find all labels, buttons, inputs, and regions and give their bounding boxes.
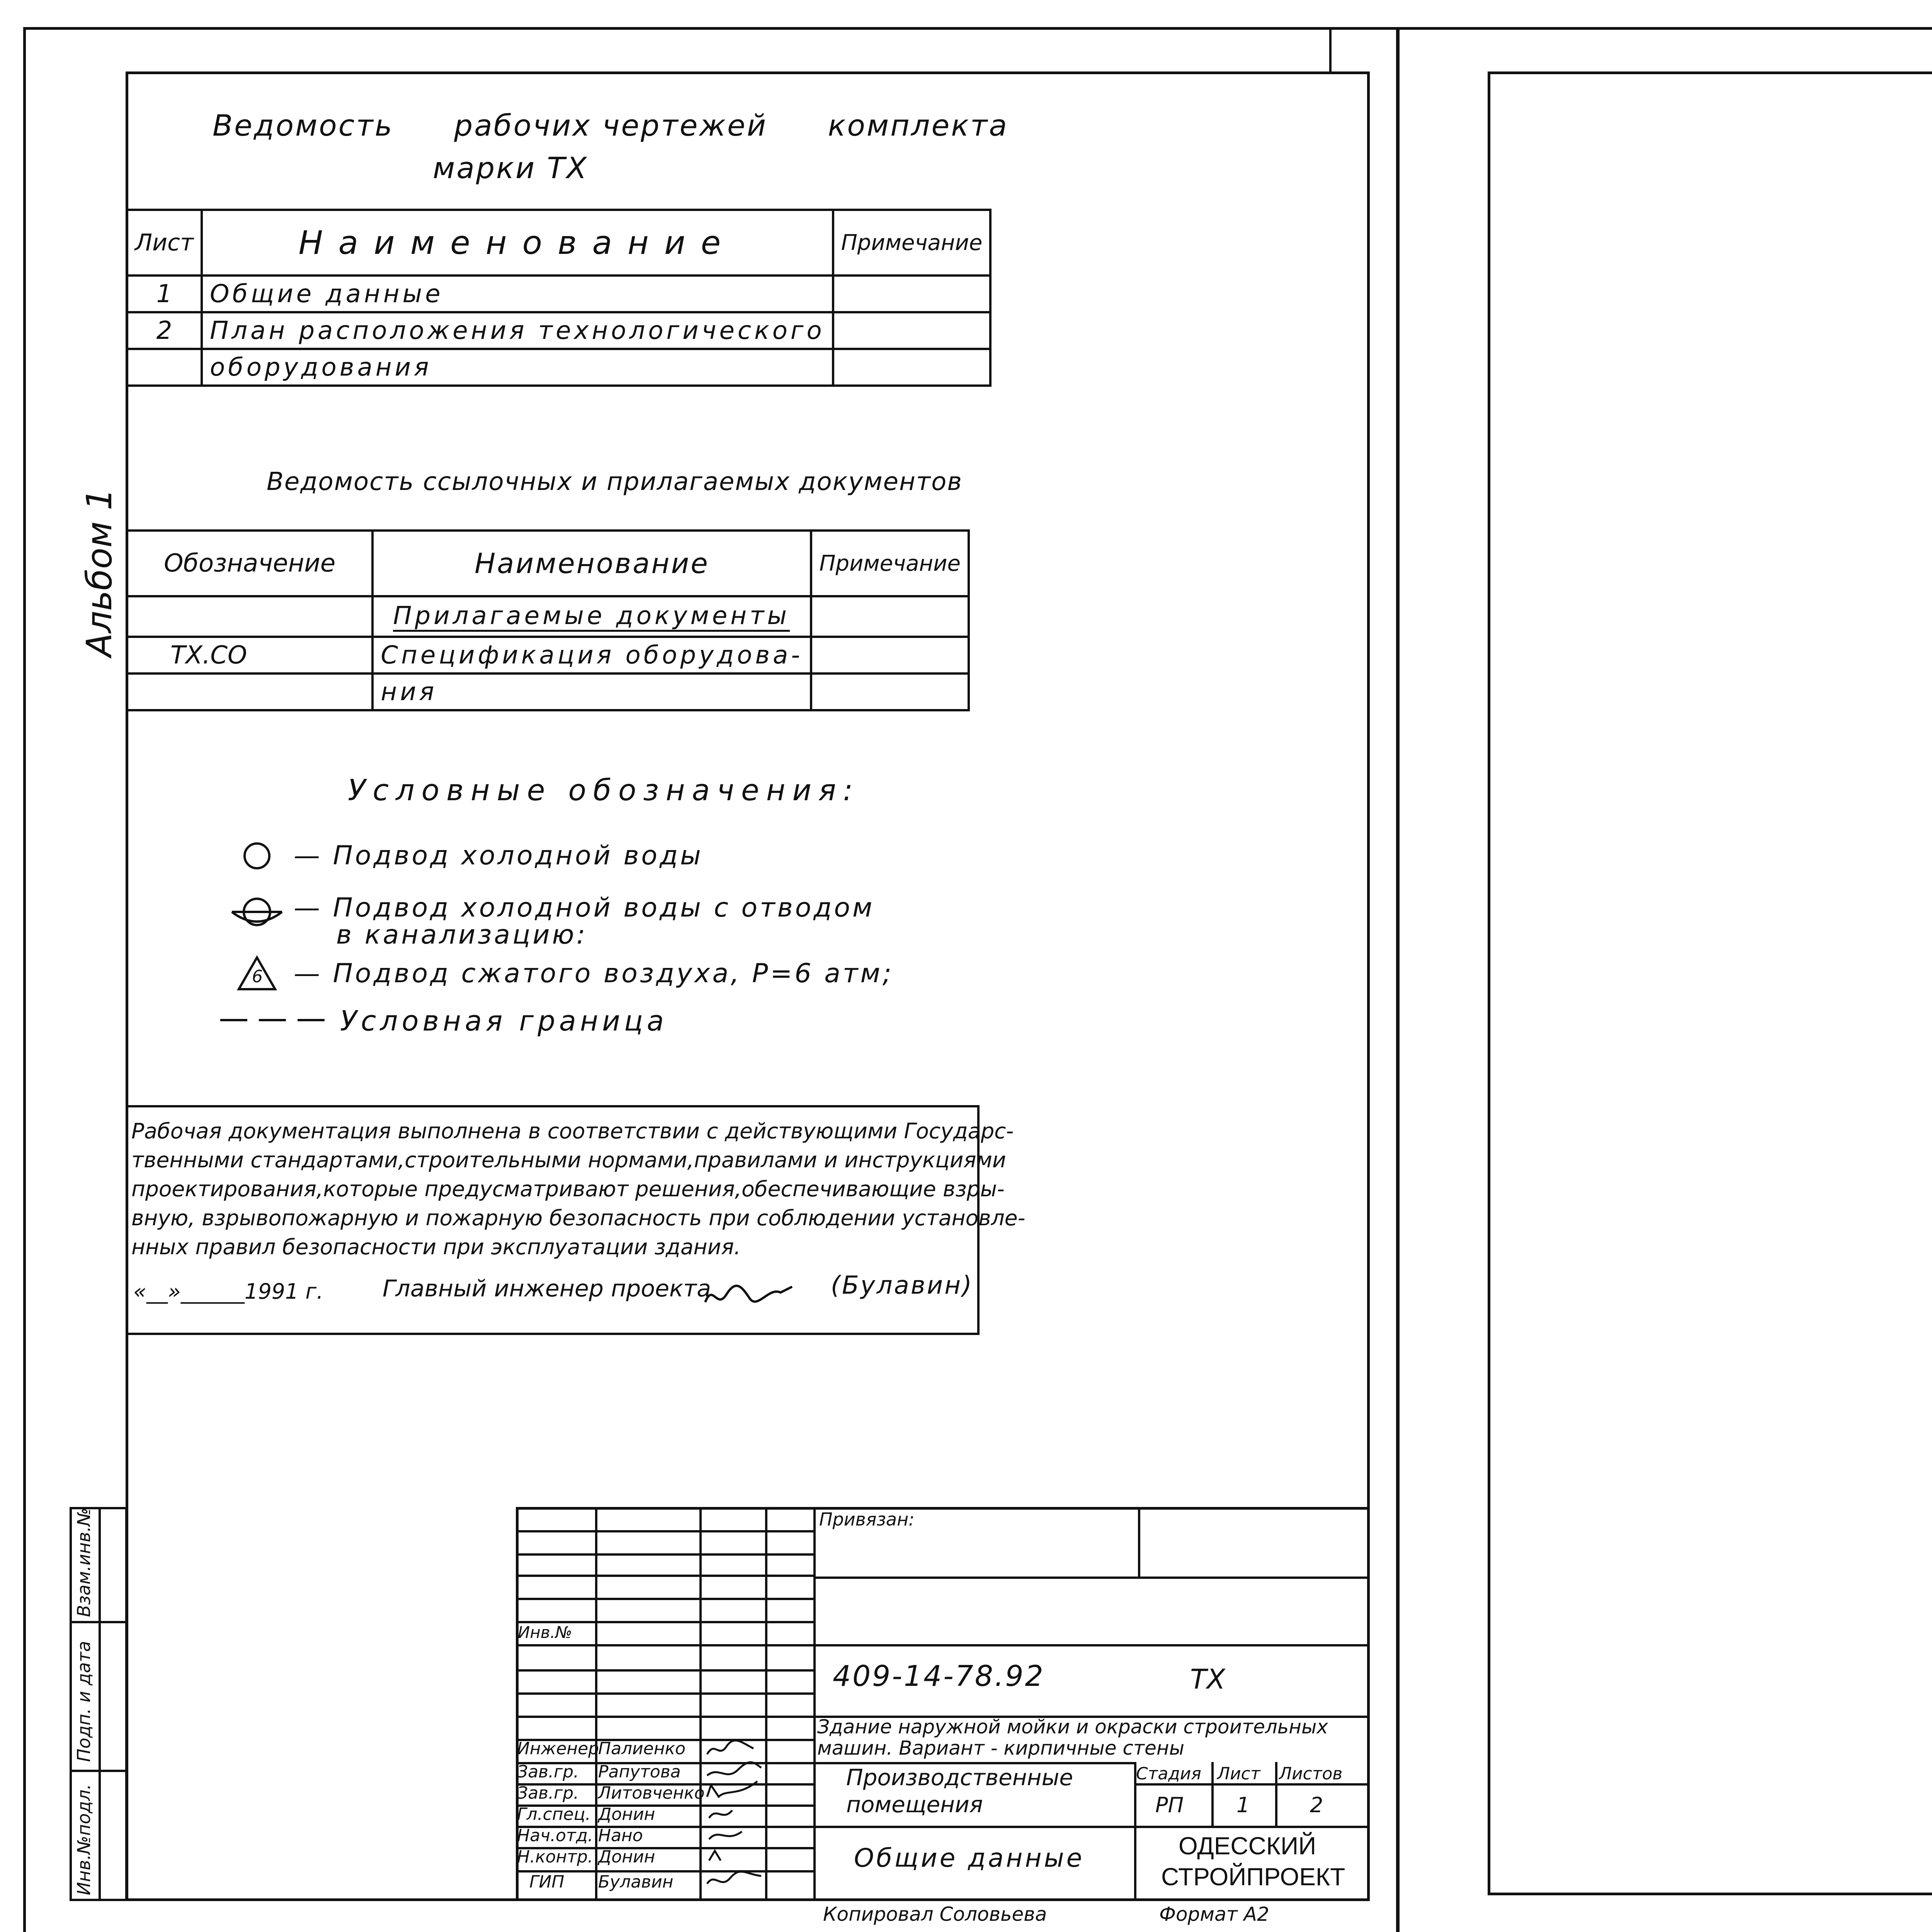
statement-line: твенными стандартами,строительными нормами,правилами и инструкциями bbox=[131, 1148, 1006, 1172]
doc-title-line1 bbox=[213, 108, 1009, 143]
tb-row bbox=[516, 1644, 813, 1646]
tb-col bbox=[1138, 1507, 1140, 1577]
title-word-3: комплекта bbox=[828, 108, 1009, 143]
refs-header-note: Примечание bbox=[811, 531, 969, 596]
sheets-cell-name: План расположения технологического bbox=[202, 312, 833, 349]
tb-sheets-header: Листов bbox=[1279, 1764, 1343, 1784]
tb-bound-label: Привязан: bbox=[819, 1509, 915, 1530]
tb-person: Донин bbox=[598, 1847, 655, 1867]
tb-row bbox=[813, 1577, 1370, 1579]
tb-signatures bbox=[703, 1739, 765, 1903]
refs-cell-note bbox=[811, 673, 969, 710]
statement-line: вную, взрывопожарную и пожарную безопасность при соблюдении установле- bbox=[131, 1206, 1026, 1230]
table-row bbox=[127, 596, 969, 637]
sheets-cell-sheet: 2 bbox=[127, 312, 202, 349]
tb-col bbox=[813, 1507, 816, 1901]
tb-col bbox=[699, 1507, 702, 1901]
title-word-2: рабочих чертежей bbox=[454, 108, 768, 143]
tb-sheets: 2 bbox=[1310, 1793, 1323, 1817]
tb-row bbox=[813, 1644, 1370, 1646]
album-label: Альбом 1 bbox=[79, 488, 120, 657]
table-row bbox=[127, 673, 969, 710]
tb-section: Производственные помещения bbox=[846, 1764, 1073, 1818]
tb-role: Зав.гр. bbox=[517, 1783, 579, 1803]
tb-org-line1: ОДЕССКИЙ bbox=[1179, 1832, 1316, 1860]
tb-col bbox=[595, 1507, 597, 1901]
tb-role: Инженер bbox=[517, 1739, 599, 1759]
sheets-cell-sheet bbox=[127, 349, 202, 386]
tb-project-line1: Здание наружной мойки и окраски строительных bbox=[817, 1716, 1328, 1738]
tb-sheet-header: Лист bbox=[1217, 1764, 1260, 1784]
tb-role: Зав.гр. bbox=[517, 1762, 579, 1782]
legend-text: — Подвод холодной воды с отводом bbox=[294, 893, 875, 923]
tb-role: Нач.отд. bbox=[517, 1826, 593, 1845]
statement-line: проектирования,которые предусматривают решения,обеспечивающие взры- bbox=[131, 1177, 1005, 1201]
refs-table bbox=[126, 529, 970, 711]
refs-attached-docs-heading: Прилагаемые документы bbox=[393, 604, 789, 632]
refs-cell-note bbox=[811, 637, 969, 673]
side-stamp-divider bbox=[99, 1507, 101, 1901]
tb-row bbox=[516, 1692, 813, 1695]
copied-by: Копировал Соловьева bbox=[823, 1903, 1047, 1925]
tb-row bbox=[516, 1530, 813, 1532]
tb-role: Гл.спец. bbox=[517, 1804, 591, 1824]
legend-text: — Подвод сжатого воздуха, Р=6 атм; bbox=[294, 958, 894, 989]
table-row bbox=[127, 349, 990, 386]
sheets-header-sheet: Лист bbox=[127, 210, 202, 276]
chief-engineer-signature bbox=[703, 1279, 796, 1315]
tb-sheet: 1 bbox=[1236, 1793, 1250, 1817]
tb-col bbox=[1275, 1762, 1277, 1826]
tb-org-line2: СТРОЙПРОЕКТ bbox=[1161, 1863, 1345, 1891]
sheets-cell-note bbox=[833, 312, 991, 349]
refs-cell-designation bbox=[127, 596, 372, 637]
tb-row bbox=[516, 1669, 813, 1672]
tb-sheet-title: Общие данные bbox=[854, 1843, 1085, 1873]
tb-person: Донин bbox=[598, 1804, 655, 1824]
sheets-table bbox=[126, 209, 992, 387]
doc-title-line2: марки ТХ bbox=[433, 151, 588, 185]
sheets-cell-name: Общие данные bbox=[202, 276, 833, 312]
tb-row bbox=[813, 1826, 1370, 1828]
statement-line: Рабочая документация выполнена в соответствии с действующими Государс- bbox=[131, 1119, 1014, 1143]
sheets-cell-note bbox=[833, 349, 991, 386]
tb-row bbox=[516, 1575, 813, 1577]
title-word-1: Ведомость bbox=[213, 108, 394, 143]
statement-signer-title: Главный инженер проекта bbox=[383, 1275, 711, 1302]
tb-inv-label: Инв.№ bbox=[518, 1623, 572, 1642]
tb-col bbox=[1211, 1762, 1214, 1826]
tb-doc-mark: ТХ bbox=[1190, 1663, 1225, 1695]
tb-stage-header: Стадия bbox=[1136, 1764, 1201, 1784]
refs-header-name: Наименование bbox=[372, 531, 811, 596]
tb-row bbox=[516, 1716, 813, 1718]
tb-person: Литовченко bbox=[598, 1783, 705, 1803]
sheets-header-note: Примечание bbox=[833, 210, 991, 276]
refs-cell-note bbox=[811, 596, 969, 637]
tb-row bbox=[516, 1598, 813, 1600]
table-row bbox=[127, 637, 969, 673]
refs-cell-designation: ТХ.СО bbox=[127, 637, 372, 673]
tb-person: Рапутова bbox=[598, 1762, 681, 1782]
table-row bbox=[127, 312, 990, 349]
refs-cell-name: Спецификация оборудова- bbox=[372, 637, 811, 673]
tb-role: Н.контр. bbox=[517, 1847, 593, 1867]
right-sheet-inner-frame bbox=[1488, 71, 1932, 1895]
refs-cell-name: ния bbox=[372, 673, 811, 710]
refs-cell-name bbox=[372, 596, 811, 637]
sheets-header-name: Наименование bbox=[202, 210, 833, 276]
legend-text-cont: в канализацию: bbox=[336, 920, 588, 950]
tb-person: Нано bbox=[598, 1826, 643, 1845]
tb-project-line2: машин. Вариант - кирпичные стены bbox=[817, 1737, 1185, 1759]
legend-text: — Подвод холодной воды bbox=[294, 840, 703, 871]
tb-person: Палиенко bbox=[598, 1739, 686, 1759]
statement-signer-name: (Булавин) bbox=[831, 1271, 973, 1300]
table-row bbox=[127, 276, 990, 312]
statement-line: нных правил безопасности при эксплуатации здания. bbox=[131, 1235, 741, 1259]
cold-water-drain-icon bbox=[228, 891, 286, 933]
statement-date: «__»______1991 г. bbox=[133, 1279, 323, 1304]
sheets-cell-note bbox=[833, 276, 991, 312]
side-stamp-label: Взам.инв.№ bbox=[73, 1507, 94, 1617]
refs-title: Ведомость ссылочных и прилагаемых документов bbox=[267, 468, 963, 496]
refs-header-designation: Обозначение bbox=[127, 531, 372, 596]
tb-doc-code: 409-14-78.92 bbox=[833, 1660, 1045, 1693]
tb-person: Булавин bbox=[598, 1872, 673, 1892]
legend-title: Условные обозначения: bbox=[348, 773, 860, 807]
side-stamp-label: Подп. и дата bbox=[73, 1641, 94, 1762]
sheets-cell-sheet: 1 bbox=[127, 276, 202, 312]
left-top-box-divider bbox=[1329, 27, 1332, 71]
tb-stage: РП bbox=[1155, 1793, 1184, 1817]
tb-role: ГИП bbox=[529, 1872, 565, 1892]
dashed-boundary-icon bbox=[220, 1009, 336, 1032]
tb-row bbox=[516, 1553, 813, 1556]
sheets-cell-name: оборудования bbox=[202, 349, 833, 386]
refs-cell-designation bbox=[127, 673, 372, 710]
side-stamp-label: Инв.№подл. bbox=[73, 1784, 94, 1895]
tb-col bbox=[765, 1507, 767, 1901]
triangle-pressure-label: 6 bbox=[252, 967, 263, 986]
cold-water-circle-icon bbox=[240, 838, 274, 873]
sheet-format: Формат А2 bbox=[1159, 1903, 1269, 1925]
legend-text: Условная граница bbox=[340, 1005, 668, 1037]
